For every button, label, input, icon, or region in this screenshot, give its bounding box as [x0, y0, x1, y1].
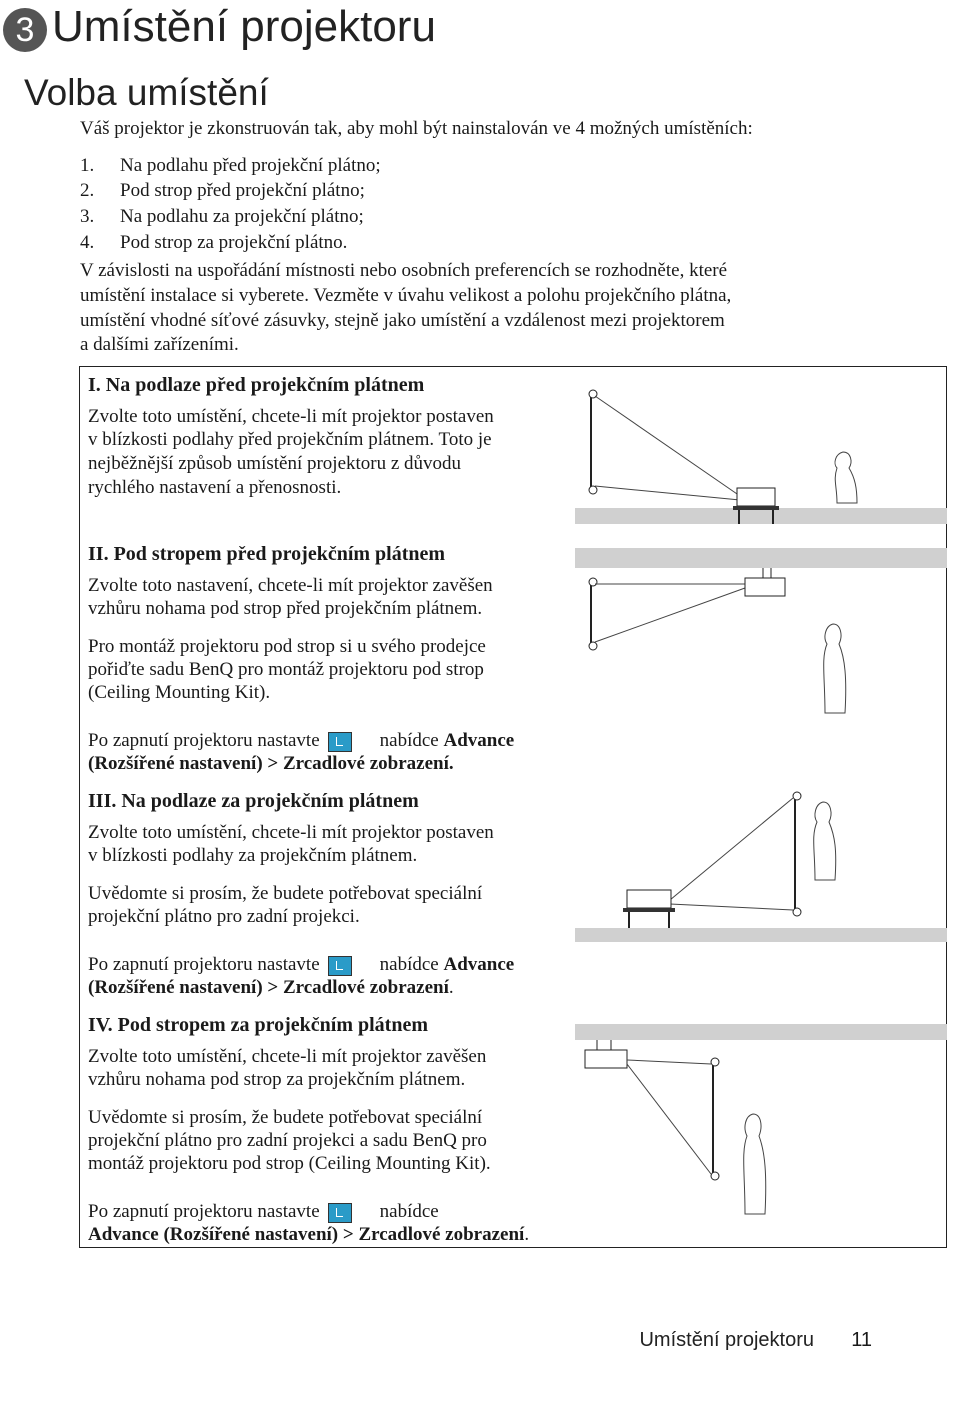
option-4-text: Uvědomte si prosím, že budete potřebovat speciální	[88, 1107, 483, 1128]
option-2-text: Pro montáž projektoru pod strop si u svého prodejce	[88, 636, 486, 657]
list-item: 4. Pod strop za projekční plátno.	[80, 232, 348, 253]
chapter-number-badge: 3	[3, 8, 47, 52]
option-3-text: Zvolte toto umístění, chcete-li mít projektor postaven	[88, 822, 494, 843]
advice-line: a dalšími zařízeními.	[80, 334, 239, 355]
projection-ray	[627, 1064, 711, 1174]
option-2-heading: II. Pod stropem před projekčním plátnem	[88, 543, 446, 565]
list-item: 2. Pod strop před projekční plátno;	[80, 180, 365, 201]
option-4-setting: Advance (Rozšířené nastavení) > Zrcadlové zobrazení.	[88, 1224, 530, 1245]
projection-ray	[627, 1060, 711, 1064]
option-4-text: projekční plátno pro zadní projekci a sadu BenQ pro	[88, 1130, 487, 1151]
intro-text: Váš projektor je zkonstruován tak, aby mohl být nainstalován ve 4 možných umístěních:	[80, 118, 753, 139]
option-3-text: projekční plátno pro zadní projekci.	[88, 906, 360, 927]
advice-line: umístění vhodné síťové zásuvky, stejně jako umístění a vzdálenost mezi projektorem	[80, 310, 725, 331]
projection-ray	[595, 396, 740, 496]
person-icon	[835, 452, 857, 503]
projection-ray	[670, 798, 793, 900]
option-3-text: v blízkosti podlahy za projekčním plátnem.	[88, 845, 418, 866]
projector-icon	[745, 578, 785, 596]
projection-ray	[595, 486, 740, 500]
option-4-setting: Po zapnutí projektoru nastavte nabídce	[88, 1201, 439, 1222]
projection-ray	[670, 904, 793, 910]
diagram-floor-front	[575, 368, 947, 536]
person-icon	[744, 1114, 766, 1214]
page-number: 11	[851, 1329, 872, 1351]
advice-line: umístění instalace si vyberete. Vezměte v úvahu velikost a polohu projekčního plátna,	[80, 285, 732, 306]
option-4-text: vzhůru nohama pod strop za projekčním plátnem.	[88, 1069, 466, 1090]
option-1-text: Zvolte toto umístění, chcete-li mít projektor postaven	[88, 406, 494, 427]
option-2-text: pořiďte sadu BenQ pro montáž projektoru pod strop	[88, 659, 484, 680]
option-1-text: rychlého nastavení a přenosnosti.	[88, 477, 342, 498]
option-3-setting: Po zapnutí projektoru nastavte nabídce Advance	[88, 954, 515, 975]
advance-menu-icon	[328, 1203, 352, 1223]
ceiling	[575, 548, 947, 568]
option-1-heading: I. Na podlaze před projekčním plátnem	[88, 374, 425, 396]
projector-icon	[627, 890, 671, 908]
footer-title: Umístění projektoru	[639, 1329, 814, 1351]
diagram-ceiling-front	[575, 548, 947, 718]
option-1-text: v blízkosti podlahy před projekčním plátnem. Toto je	[88, 429, 492, 450]
option-4-text: Zvolte toto umístění, chcete-li mít projektor zavěšen	[88, 1046, 487, 1067]
option-2-setting: Po zapnutí projektoru nastavte nabídce Advance	[88, 730, 515, 751]
option-1-text: nejběžnější způsob umístění projektoru z důvodu	[88, 453, 462, 474]
floor	[575, 508, 947, 524]
projector-icon	[585, 1050, 627, 1068]
option-2-text: (Ceiling Mounting Kit).	[88, 682, 271, 703]
person-icon	[824, 624, 846, 713]
list-item: 3. Na podlahu za projekční plátno;	[80, 206, 364, 227]
floor	[575, 928, 947, 942]
option-3-setting: (Rozšířené nastavení) > Zrcadlové zobrazení.	[88, 977, 454, 998]
option-3-text: Uvědomte si prosím, že budete potřebovat speciální	[88, 883, 483, 904]
list-item: 1. Na podlahu před projekční plátno;	[80, 155, 381, 176]
option-4-text: montáž projektoru pod strop (Ceiling Mounting Kit).	[88, 1153, 491, 1174]
ceiling	[575, 1024, 947, 1040]
section-title: Volba umístění	[24, 72, 269, 113]
person-icon	[814, 802, 836, 880]
option-3-heading: III. Na podlaze za projekčním plátnem	[88, 790, 419, 812]
projector-icon	[737, 488, 775, 506]
chapter-title: Umístění projektoru	[52, 2, 436, 51]
advance-menu-icon	[328, 956, 352, 976]
advance-menu-icon	[328, 732, 352, 752]
projection-ray	[595, 588, 745, 642]
diagram-floor-rear	[575, 770, 947, 945]
diagram-ceiling-rear	[575, 1024, 947, 1224]
option-2-text: vzhůru nohama pod strop před projekčním plátnem.	[88, 598, 483, 619]
option-4-heading: IV. Pod stropem za projekčním plátnem	[88, 1014, 428, 1036]
advice-line: V závislosti na uspořádání místnosti nebo osobních preferencích se rozhodněte, které	[80, 260, 728, 281]
option-2-setting: (Rozšířené nastavení) > Zrcadlové zobrazení.	[88, 753, 454, 774]
option-2-text: Zvolte toto nastavení, chcete-li mít projektor zavěšen	[88, 575, 493, 596]
